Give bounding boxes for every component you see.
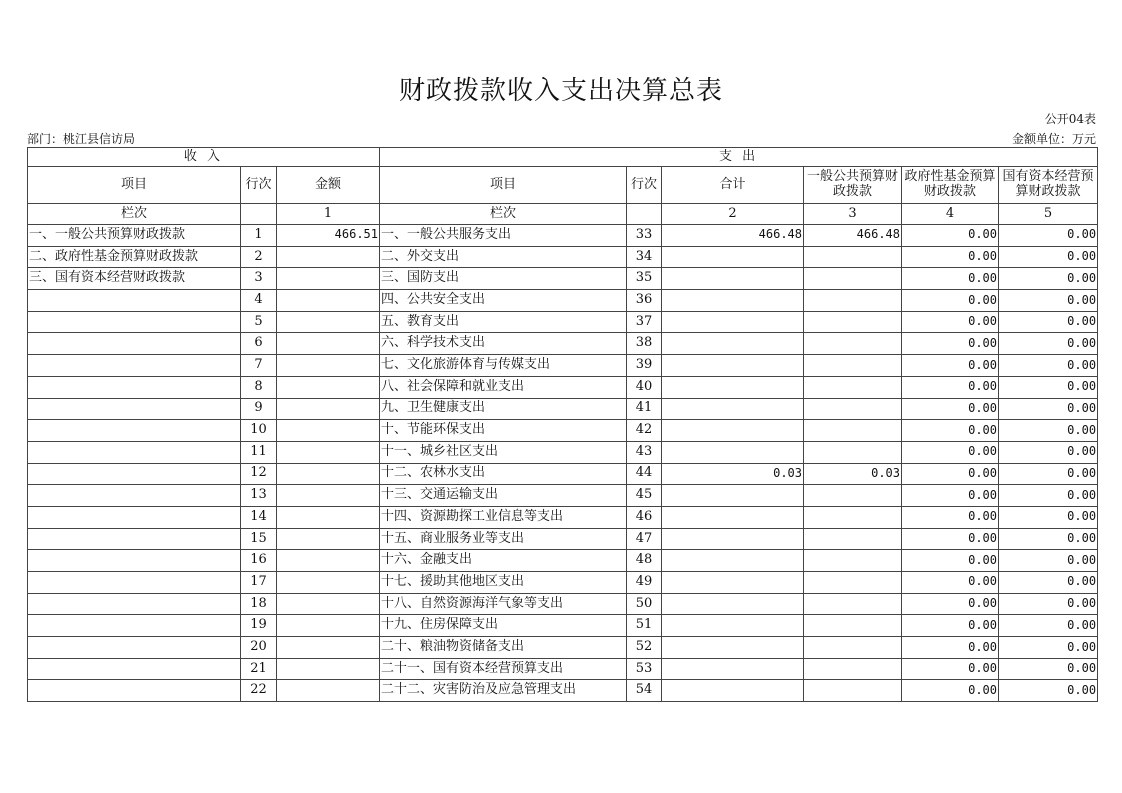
income-item-cell	[28, 441, 241, 463]
income-row-no-cell: 20	[241, 637, 277, 659]
column-number-2: 2	[662, 204, 804, 225]
income-amount-cell	[277, 637, 380, 659]
total-cell	[662, 268, 804, 290]
expense-item-cell: 二、外交支出	[380, 246, 627, 268]
total-cell: 466.48	[662, 225, 804, 247]
general-budget-cell	[804, 290, 902, 312]
general-budget-cell	[804, 441, 902, 463]
income-item-cell	[28, 506, 241, 528]
income-amount-cell	[277, 246, 380, 268]
expense-row-no-cell: 44	[627, 463, 662, 485]
income-amount-cell	[277, 550, 380, 572]
column-number-5: 5	[999, 204, 1098, 225]
total-cell	[662, 658, 804, 680]
total-cell	[662, 485, 804, 507]
expense-row-no-cell: 35	[627, 268, 662, 290]
income-item-cell	[28, 528, 241, 550]
expense-item-header: 项目	[380, 167, 627, 204]
government-fund-cell: 0.00	[902, 550, 999, 572]
income-row-no-cell: 13	[241, 485, 277, 507]
table-row	[28, 528, 1098, 550]
expense-row-no-cell: 40	[627, 376, 662, 398]
income-row-no-cell: 17	[241, 572, 277, 594]
income-row-no-cell: 9	[241, 398, 277, 420]
income-item-cell	[28, 593, 241, 615]
government-fund-cell: 0.00	[902, 268, 999, 290]
expense-item-cell: 十一、城乡社区支出	[380, 441, 627, 463]
table-row	[28, 658, 1098, 680]
empty-cell	[627, 204, 662, 225]
income-amount-cell	[277, 463, 380, 485]
expense-row-no-cell: 45	[627, 485, 662, 507]
table-row	[28, 355, 1098, 377]
expense-row-no-cell: 46	[627, 506, 662, 528]
general-budget-cell	[804, 333, 902, 355]
state-capital-cell: 0.00	[999, 637, 1098, 659]
total-cell	[662, 593, 804, 615]
table-row	[28, 398, 1098, 420]
expense-item-cell: 四、公共安全支出	[380, 290, 627, 312]
total-cell	[662, 637, 804, 659]
general-budget-cell	[804, 268, 902, 290]
table-row	[28, 376, 1098, 398]
state-capital-cell: 0.00	[999, 376, 1098, 398]
state-capital-cell: 0.00	[999, 506, 1098, 528]
expense-row-no-cell: 48	[627, 550, 662, 572]
government-fund-cell: 0.00	[902, 528, 999, 550]
total-cell	[662, 528, 804, 550]
state-capital-cell: 0.00	[999, 290, 1098, 312]
government-fund-cell: 0.00	[902, 420, 999, 442]
government-fund-cell: 0.00	[902, 593, 999, 615]
income-item-cell	[28, 398, 241, 420]
income-column-label: 栏次	[28, 204, 241, 225]
state-capital-cell: 0.00	[999, 268, 1098, 290]
expense-row-no-cell: 49	[627, 572, 662, 594]
total-cell	[662, 246, 804, 268]
general-budget-cell	[804, 398, 902, 420]
income-row-no-cell: 22	[241, 680, 277, 702]
state-capital-cell: 0.00	[999, 355, 1098, 377]
expense-item-cell: 十四、资源勘探工业信息等支出	[380, 506, 627, 528]
general-budget-cell	[804, 420, 902, 442]
income-amount-cell	[277, 593, 380, 615]
expense-item-cell: 二十二、灾害防治及应急管理支出	[380, 680, 627, 702]
table-row	[28, 290, 1098, 312]
income-amount-cell	[277, 333, 380, 355]
expense-item-cell: 十六、金融支出	[380, 550, 627, 572]
column-header-row	[28, 167, 1098, 204]
general-budget-cell	[804, 572, 902, 594]
state-capital-cell: 0.00	[999, 485, 1098, 507]
table-row	[28, 311, 1098, 333]
total-cell	[662, 311, 804, 333]
income-row-no-cell: 4	[241, 290, 277, 312]
income-item-cell	[28, 615, 241, 637]
general-budget-cell: 466.48	[804, 225, 902, 247]
expense-row-no-cell: 39	[627, 355, 662, 377]
table-row	[28, 615, 1098, 637]
expense-row-no-cell: 37	[627, 311, 662, 333]
table-row	[28, 680, 1098, 702]
general-budget-cell	[804, 658, 902, 680]
income-row-no-cell: 14	[241, 506, 277, 528]
income-row-no-cell: 7	[241, 355, 277, 377]
income-item-cell	[28, 550, 241, 572]
state-capital-cell: 0.00	[999, 311, 1098, 333]
state-capital-cell: 0.00	[999, 333, 1098, 355]
income-section-header: 收 入	[28, 148, 380, 167]
general-budget-cell	[804, 506, 902, 528]
income-amount-cell	[277, 268, 380, 290]
total-cell	[662, 355, 804, 377]
expense-row-no-cell: 53	[627, 658, 662, 680]
income-amount-header: 金额	[277, 167, 380, 204]
expense-item-cell: 五、教育支出	[380, 311, 627, 333]
expense-row-no-cell: 43	[627, 441, 662, 463]
government-fund-cell: 0.00	[902, 463, 999, 485]
expense-item-cell: 二十、粮油物资储备支出	[380, 637, 627, 659]
income-row-no-cell: 2	[241, 246, 277, 268]
expense-row-no-cell: 54	[627, 680, 662, 702]
general-budget-cell	[804, 680, 902, 702]
table-row	[28, 593, 1098, 615]
income-amount-cell: 466.51	[277, 225, 380, 247]
government-fund-cell: 0.00	[902, 225, 999, 247]
income-item-cell	[28, 485, 241, 507]
table-row	[28, 550, 1098, 572]
general-budget-cell	[804, 311, 902, 333]
government-fund-cell: 0.00	[902, 311, 999, 333]
expense-item-cell: 八、社会保障和就业支出	[380, 376, 627, 398]
income-item-cell	[28, 376, 241, 398]
state-capital-cell: 0.00	[999, 398, 1098, 420]
expense-item-cell: 三、国防支出	[380, 268, 627, 290]
section-header-row	[28, 148, 1098, 167]
income-item-cell	[28, 572, 241, 594]
column-number-4: 4	[902, 204, 999, 225]
income-amount-cell	[277, 528, 380, 550]
state-capital-cell: 0.00	[999, 572, 1098, 594]
total-cell	[662, 398, 804, 420]
expense-item-cell: 二十一、国有资本经营预算支出	[380, 658, 627, 680]
income-amount-cell	[277, 441, 380, 463]
income-item-cell: 二、政府性基金预算财政拨款	[28, 246, 241, 268]
income-amount-cell	[277, 420, 380, 442]
income-row-no-cell: 8	[241, 376, 277, 398]
table-row	[28, 420, 1098, 442]
income-amount-cell	[277, 615, 380, 637]
expense-item-cell: 十三、交通运输支出	[380, 485, 627, 507]
column-number-1: 1	[277, 204, 380, 225]
government-fund-cell: 0.00	[902, 615, 999, 637]
government-fund-header: 政府性基金预算财政拨款	[902, 167, 999, 204]
government-fund-cell: 0.00	[902, 680, 999, 702]
income-item-header: 项目	[28, 167, 241, 204]
general-budget-cell	[804, 593, 902, 615]
income-row-no-cell: 16	[241, 550, 277, 572]
general-budget-cell	[804, 246, 902, 268]
government-fund-cell: 0.00	[902, 290, 999, 312]
general-budget-cell	[804, 528, 902, 550]
expense-item-cell: 一、一般公共服务支出	[380, 225, 627, 247]
expense-row-no-cell: 41	[627, 398, 662, 420]
income-item-cell	[28, 420, 241, 442]
income-row-no-cell: 1	[241, 225, 277, 247]
state-capital-cell: 0.00	[999, 528, 1098, 550]
expense-row-no-cell: 50	[627, 593, 662, 615]
income-amount-cell	[277, 376, 380, 398]
government-fund-cell: 0.00	[902, 333, 999, 355]
total-cell	[662, 441, 804, 463]
income-item-cell	[28, 311, 241, 333]
table-row	[28, 485, 1098, 507]
income-row-no-cell: 18	[241, 593, 277, 615]
total-cell	[662, 615, 804, 637]
income-item-cell	[28, 355, 241, 377]
table-row	[28, 268, 1098, 290]
column-number-3: 3	[804, 204, 902, 225]
income-item-cell	[28, 333, 241, 355]
expense-row-no-cell: 52	[627, 637, 662, 659]
general-budget-cell	[804, 615, 902, 637]
government-fund-cell: 0.00	[902, 441, 999, 463]
income-amount-cell	[277, 572, 380, 594]
table-row	[28, 572, 1098, 594]
income-row-no-cell: 6	[241, 333, 277, 355]
amount-unit-label: 金额单位：万元	[1011, 132, 1096, 146]
income-row-no-cell: 19	[241, 615, 277, 637]
table-row	[28, 333, 1098, 355]
table-row	[28, 463, 1098, 485]
expense-row-no-cell: 51	[627, 615, 662, 637]
state-capital-cell: 0.00	[999, 658, 1098, 680]
table-row	[28, 246, 1098, 268]
expense-column-label: 栏次	[380, 204, 627, 225]
state-capital-cell: 0.00	[999, 246, 1098, 268]
total-header: 合计	[662, 167, 804, 204]
income-amount-cell	[277, 311, 380, 333]
state-capital-cell: 0.00	[999, 593, 1098, 615]
expense-row-no-cell: 47	[627, 528, 662, 550]
total-cell	[662, 506, 804, 528]
government-fund-cell: 0.00	[902, 506, 999, 528]
income-item-cell: 一、一般公共预算财政拨款	[28, 225, 241, 247]
state-capital-header: 国有资本经营预算财政拨款	[999, 167, 1098, 204]
income-item-cell: 三、国有资本经营财政拨款	[28, 268, 241, 290]
expense-section-header: 支 出	[380, 148, 1098, 167]
total-cell	[662, 376, 804, 398]
expense-item-cell: 十二、农林水支出	[380, 463, 627, 485]
income-amount-cell	[277, 658, 380, 680]
state-capital-cell: 0.00	[999, 420, 1098, 442]
general-budget-cell	[804, 485, 902, 507]
expense-item-cell: 九、卫生健康支出	[380, 398, 627, 420]
state-capital-cell: 0.00	[999, 550, 1098, 572]
total-cell	[662, 290, 804, 312]
income-item-cell	[28, 680, 241, 702]
income-item-cell	[28, 463, 241, 485]
general-budget-cell	[804, 637, 902, 659]
total-cell	[662, 680, 804, 702]
column-number-row	[28, 204, 1098, 225]
income-item-cell	[28, 658, 241, 680]
income-amount-cell	[277, 398, 380, 420]
government-fund-cell: 0.00	[902, 637, 999, 659]
expense-item-cell: 十九、住房保障支出	[380, 615, 627, 637]
income-row-no-cell: 11	[241, 441, 277, 463]
fiscal-summary-table	[27, 147, 1098, 702]
general-budget-cell	[804, 355, 902, 377]
expense-item-cell: 十、节能环保支出	[380, 420, 627, 442]
general-budget-cell: 0.03	[804, 463, 902, 485]
income-amount-cell	[277, 680, 380, 702]
income-row-no-cell: 12	[241, 463, 277, 485]
general-budget-cell	[804, 376, 902, 398]
income-row-no-header: 行次	[241, 167, 277, 204]
government-fund-cell: 0.00	[902, 572, 999, 594]
expense-item-cell: 十五、商业服务业等支出	[380, 528, 627, 550]
government-fund-cell: 0.00	[902, 398, 999, 420]
expense-row-no-cell: 33	[627, 225, 662, 247]
government-fund-cell: 0.00	[902, 658, 999, 680]
department-label: 部门：桃江县信访局	[27, 132, 136, 146]
income-amount-cell	[277, 485, 380, 507]
government-fund-cell: 0.00	[902, 485, 999, 507]
empty-cell	[241, 204, 277, 225]
income-item-cell	[28, 637, 241, 659]
expense-row-no-header: 行次	[627, 167, 662, 204]
government-fund-cell: 0.00	[902, 376, 999, 398]
general-budget-cell	[804, 550, 902, 572]
total-cell	[662, 333, 804, 355]
income-amount-cell	[277, 355, 380, 377]
government-fund-cell: 0.00	[902, 355, 999, 377]
income-row-no-cell: 3	[241, 268, 277, 290]
income-item-cell	[28, 290, 241, 312]
total-cell	[662, 550, 804, 572]
state-capital-cell: 0.00	[999, 463, 1098, 485]
expense-row-no-cell: 42	[627, 420, 662, 442]
table-row	[28, 225, 1098, 247]
table-row	[28, 637, 1098, 659]
general-budget-header: 一般公共预算财政拨款	[804, 167, 902, 204]
income-amount-cell	[277, 290, 380, 312]
state-capital-cell: 0.00	[999, 680, 1098, 702]
form-number: 公开04表	[1044, 112, 1096, 126]
table-row	[28, 441, 1098, 463]
total-cell	[662, 420, 804, 442]
table-row	[28, 506, 1098, 528]
income-row-no-cell: 15	[241, 528, 277, 550]
total-cell: 0.03	[662, 463, 804, 485]
expense-row-no-cell: 34	[627, 246, 662, 268]
expense-row-no-cell: 36	[627, 290, 662, 312]
state-capital-cell: 0.00	[999, 225, 1098, 247]
income-amount-cell	[277, 506, 380, 528]
expense-item-cell: 十八、自然资源海洋气象等支出	[380, 593, 627, 615]
expense-row-no-cell: 38	[627, 333, 662, 355]
expense-item-cell: 六、科学技术支出	[380, 333, 627, 355]
income-row-no-cell: 5	[241, 311, 277, 333]
page-title: 财政拨款收入支出决算总表	[398, 76, 723, 106]
state-capital-cell: 0.00	[999, 615, 1098, 637]
expense-item-cell: 七、文化旅游体育与传媒支出	[380, 355, 627, 377]
expense-item-cell: 十七、援助其他地区支出	[380, 572, 627, 594]
total-cell	[662, 572, 804, 594]
income-row-no-cell: 10	[241, 420, 277, 442]
state-capital-cell: 0.00	[999, 441, 1098, 463]
government-fund-cell: 0.00	[902, 246, 999, 268]
income-row-no-cell: 21	[241, 658, 277, 680]
